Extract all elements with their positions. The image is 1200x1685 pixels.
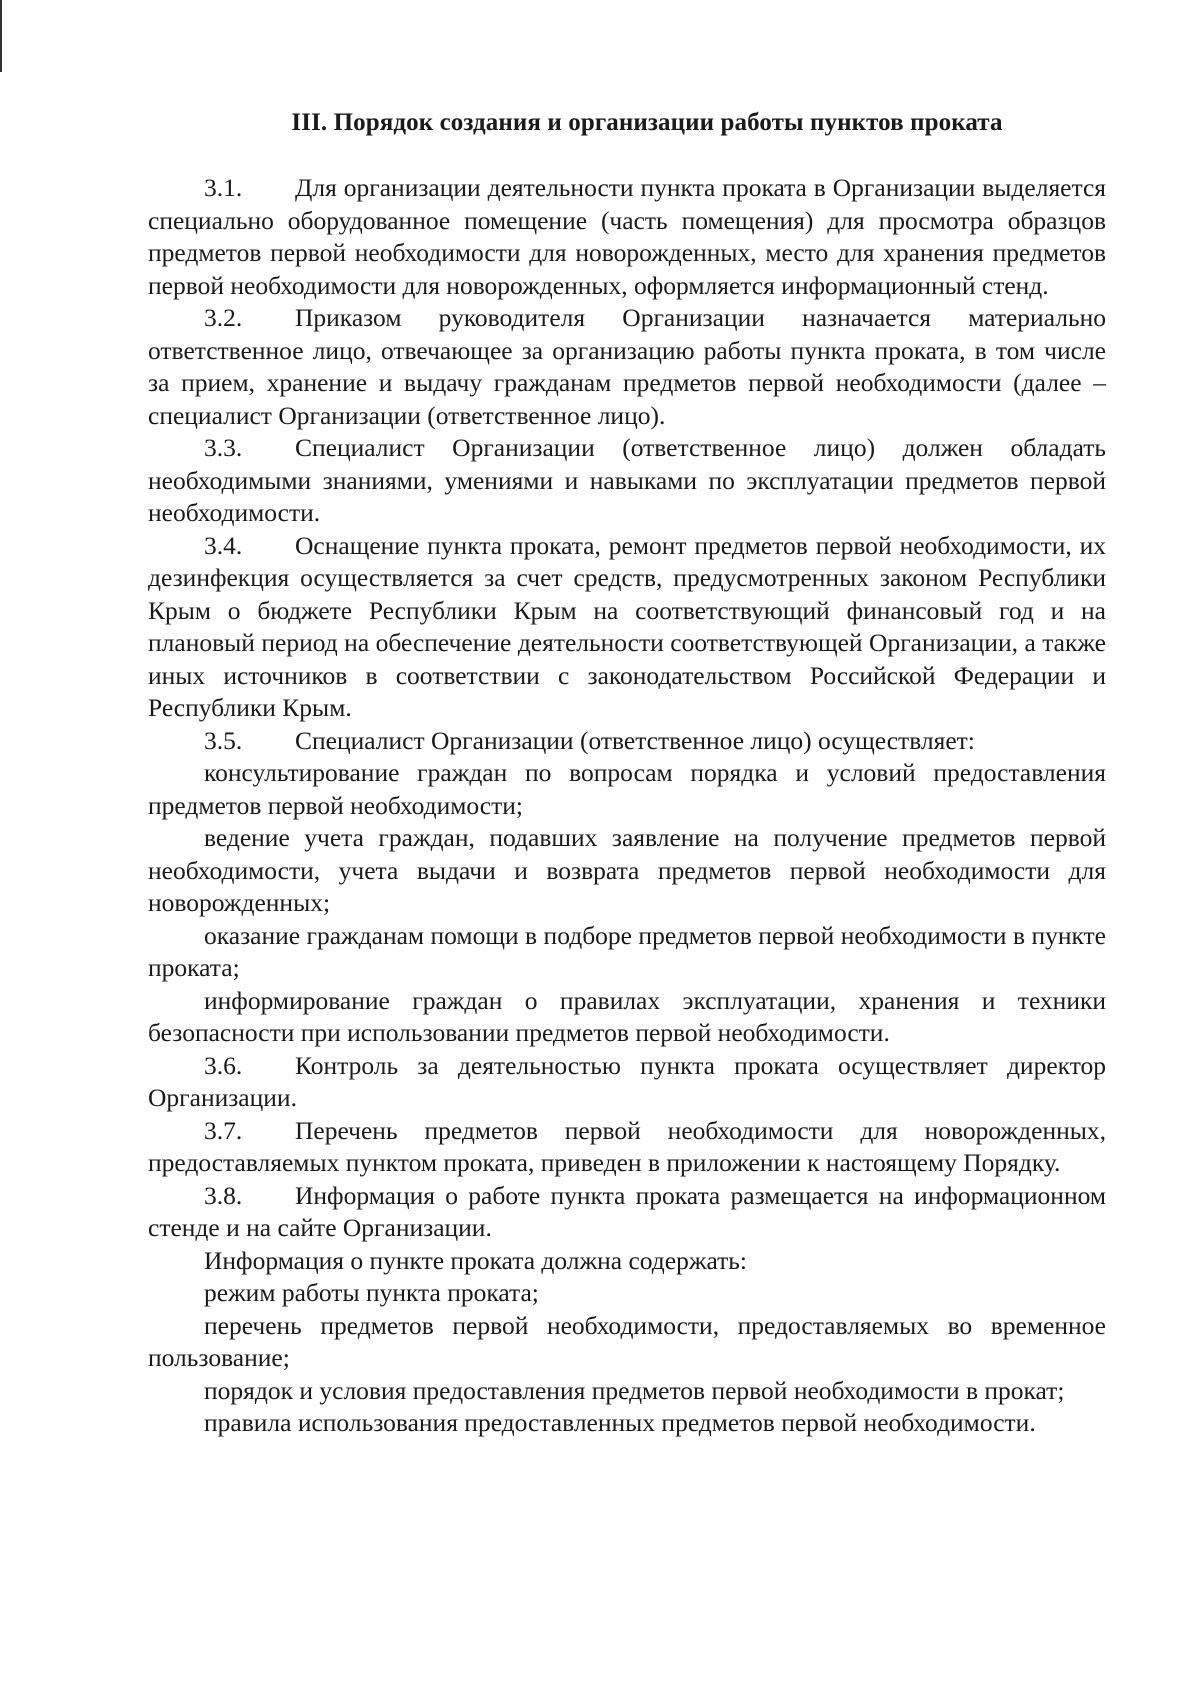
paragraph-text: Информация о пункте проката должна содержать: [204, 1245, 747, 1275]
paragraph-3-3 [148, 432, 1106, 530]
paragraph-text: правила использования предоставленных предметов первой необходимости. [204, 1408, 1036, 1437]
section-heading: III. Порядок создания и организации работы пунктов проката [291, 109, 1003, 136]
paragraph-text: Перечень предметов первой необходимости для новорожденных, предоставляемых пунктом проката, приведен в приложении к настоящему Порядку. [148, 1115, 1106, 1177]
paragraph-3-2 [148, 302, 1106, 432]
info-content-intro [148, 1245, 1106, 1278]
list-item-assistance [148, 920, 1106, 985]
scan-edge-mark [0, 0, 2, 72]
paragraph-number: 3.3. [204, 433, 243, 462]
paragraph-3-1 [148, 172, 1106, 302]
paragraph-text: Специалист Организации (ответственное лицо) должен обладать необходимыми знаниями, умениями и навыками по эксплуатации предметов первой необходимости. [148, 433, 1106, 527]
paragraph-text: режим работы пункта проката; [204, 1278, 539, 1307]
list-item-informing [148, 985, 1106, 1050]
paragraph-list [148, 172, 1106, 1440]
paragraph-text: ведение учета граждан, подавших заявление на получение предметов первой необходимости, учета выдачи и возврата предметов первой необходимости для новорожденных; [148, 823, 1106, 917]
paragraph-number: 3.1. [204, 173, 243, 202]
paragraph-text: Приказом руководителя Организации назначается материально ответственное лицо, отвечающее за организацию работы пункта проката, в том числе за прием, хранение и выдачу гражданам предметов первой необходимости (далее – специалист Организации (ответственное лицо). [148, 303, 1106, 430]
paragraph-text: Специалист Организации (ответственное лицо) осуществляет: [295, 725, 975, 755]
paragraph-3-4 [148, 530, 1106, 725]
list-item-consulting [148, 757, 1106, 822]
paragraph-text: Информация о работе пункта проката размещается на информационном стенде и на сайте Организации. [148, 1180, 1106, 1242]
paragraph-text: оказание гражданам помощи в подборе предметов первой необходимости в пункте проката; [148, 920, 1106, 982]
paragraph-text: Оснащение пункта проката, ремонт предметов первой необходимости, их дезинфекция осуществляется за счет средств, предусмотренных законом Республики Крым о бюджете Республики Крым на соответствующий финансовый год и на плановый период на обеспечение деятельности соответствующей Организации, а также иных источников в соответствии с законодательством Российской Федерации и Республики Крым. [148, 530, 1106, 722]
list-item-records [148, 822, 1106, 920]
paragraph-text: перечень предметов первой необходимости, предоставляемых во временное пользование; [148, 1310, 1106, 1372]
paragraph-number: 3.4. [204, 530, 243, 560]
paragraph-3-7 [148, 1115, 1106, 1180]
paragraph-3-6 [148, 1050, 1106, 1115]
paragraph-text: информирование граждан о правилах эксплуатации, хранения и техники безопасности при использовании предметов первой необходимости. [148, 985, 1106, 1047]
paragraph-text: порядок и условия предоставления предметов первой необходимости в прокат; [204, 1375, 1065, 1405]
document-page [148, 106, 1106, 1440]
paragraph-text: Контроль за деятельностью пункта проката осуществляет директор Организации. [148, 1050, 1106, 1112]
paragraph-number: 3.2. [204, 303, 243, 332]
list-item-schedule [148, 1277, 1106, 1310]
list-item-items-list [148, 1310, 1106, 1375]
paragraph-3-8 [148, 1180, 1106, 1245]
paragraph-number: 3.5. [204, 725, 243, 755]
paragraph-number: 3.6. [204, 1050, 243, 1080]
paragraph-3-5 [148, 725, 1106, 758]
paragraph-text: Для организации деятельности пункта проката в Организации выделяется специально оборудованное помещение (часть помещения) для просмотра образцов предметов первой необходимости для новорожденных, место для хранения предметов первой необходимости для новорожденных, оформляется информационный стенд. [148, 173, 1106, 300]
list-item-usage-rules [148, 1407, 1106, 1440]
paragraph-text: консультирование граждан по вопросам порядка и условий предоставления предметов первой необходимости; [148, 758, 1106, 820]
list-item-conditions [148, 1375, 1106, 1408]
paragraph-number: 3.7. [204, 1115, 243, 1145]
paragraph-number: 3.8. [204, 1180, 243, 1210]
